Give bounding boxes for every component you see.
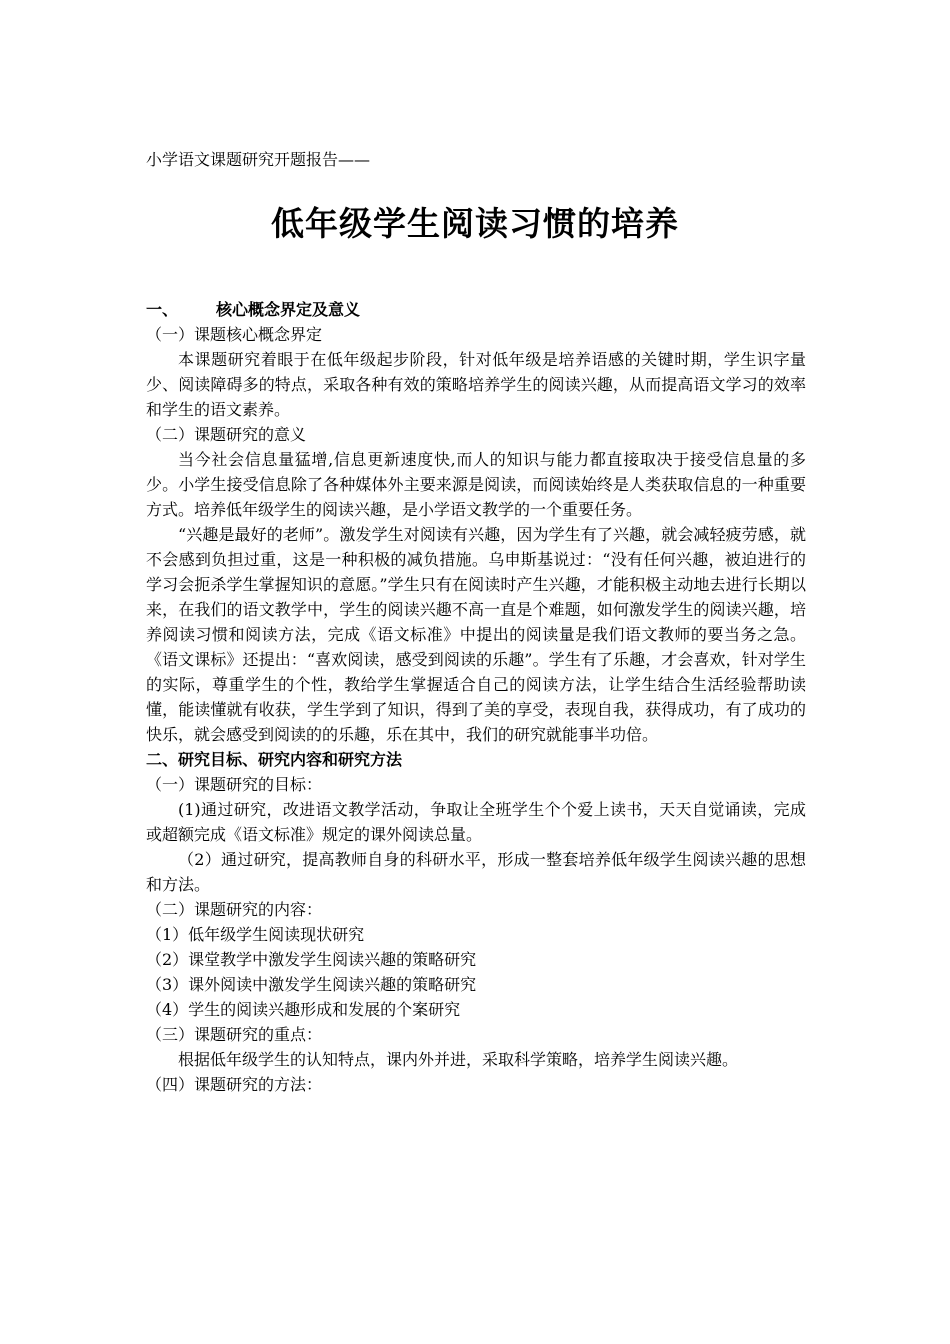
section1-heading-text: 核心概念界定及意义 xyxy=(216,300,361,319)
section2-sub1: （一）课题研究的目标： xyxy=(146,775,323,794)
section2-focus-para: 根据低年级学生的认知特点，课内外并进，采取科学策略，培养学生阅读兴趣。 xyxy=(178,1050,739,1069)
section2-goal1: (1)通过研究，改进语文教学活动，争取让全班学生个个爱上读书，天天自觉诵读，完成或超额完成《语文标准》规定的课外阅读总量。 xyxy=(146,800,806,844)
section2-goal2: （2）通过研究，提高教师自身的科研水平，形成一整套培养低年级学生阅读兴趣的思想和方法。 xyxy=(146,850,806,894)
section1-sub1: （一）课题核心概念界定 xyxy=(146,325,323,344)
section1-para3: “兴趣是最好的老师”。激发学生对阅读有兴趣，因为学生有了兴趣，就会减轻疲劳感，就不会感到负担过重，这是一种积极的减负措施。乌申斯基说过：“没有任何兴趣，被迫进行的学习会扼杀学生掌握知识的意愿。”学生只有在阅读时产生兴趣，才能积极主动地去进行长期以来，在我们的语文教学中，学生的阅读兴趣不高一直是个难题，如何激发学生的阅读兴趣，培养阅读习惯和阅读方法，完成《语文标准》中提出的阅读量是我们语文教师的要当务之急。《语文课标》还提出：“喜欢阅读，感受到阅读的乐趣”。学生有了乐趣，才会喜欢，针对学生的实际，尊重学生的个性，教给学生掌握适合自己的阅读方法，让学生结合生活经验帮助读懂，能读懂就有收获，学生学到了知识，得到了美的享受，表现自我，获得成功，有了成功的快乐，就会感受到阅读的的乐趣，乐在其中，我们的研究就能事半功倍。 xyxy=(146,525,806,744)
section2-sub3: （三）课题研究的重点： xyxy=(146,1025,323,1044)
section1-sub2: （二）课题研究的意义 xyxy=(146,425,307,444)
content-item-4: （4）学生的阅读兴趣形成和发展的个案研究 xyxy=(146,1000,461,1019)
document-body xyxy=(146,297,806,1097)
section2-sub2: （二）课题研究的内容： xyxy=(146,900,323,919)
section1-heading xyxy=(146,297,806,322)
section2-heading: 二、研究目标、研究内容和研究方法 xyxy=(146,750,403,769)
section1-para1: 本课题研究着眼于在低年级起步阶段，针对低年级是培养语感的关键时期，学生识字量少、阅读障碍多的特点，采取各种有效的策略培养学生的阅读兴趣，从而提高语文学习的效率和学生的语文素养。 xyxy=(146,350,806,419)
section1-number: 一、 xyxy=(146,300,179,319)
section2-sub4: （四）课题研究的方法： xyxy=(146,1075,323,1094)
content-item-1: （1）低年级学生阅读现状研究 xyxy=(146,925,365,944)
section1-para2: 当今社会信息量猛增,信息更新速度快,而人的知识与能力都直接取决于接受信息量的多少。小学生接受信息除了各种媒体外主要来源是阅读，而阅读始终是人类获取信息的一种重要方式。培养低年级学生的阅读兴趣，是小学语文教学的一个重要任务。 xyxy=(146,450,806,519)
report-subtitle: 小学语文课题研究开题报告—— xyxy=(146,150,371,169)
content-item-2: （2）课堂教学中激发学生阅读兴趣的策略研究 xyxy=(146,950,477,969)
report-title: 低年级学生阅读习惯的培养 xyxy=(271,204,679,243)
content-item-3: （3）课外阅读中激发学生阅读兴趣的策略研究 xyxy=(146,975,477,994)
